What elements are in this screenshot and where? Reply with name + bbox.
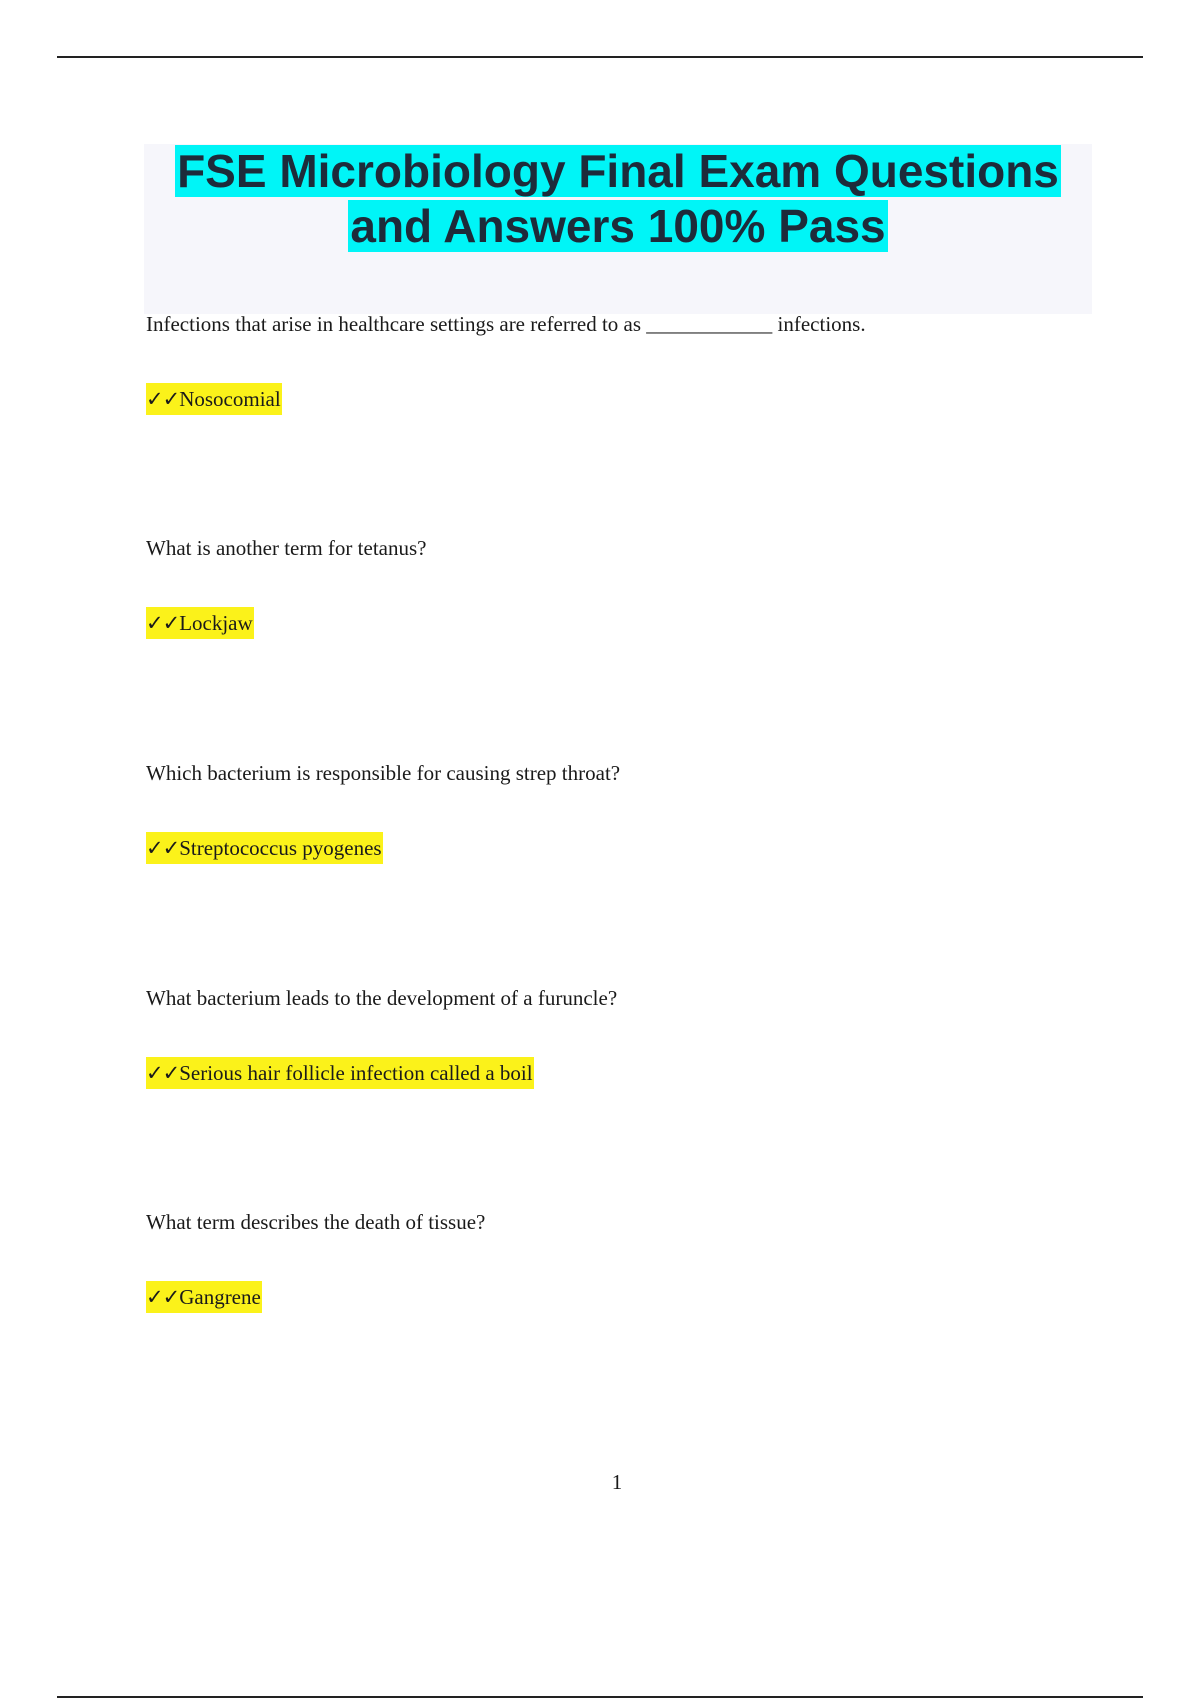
answer-text <box>146 832 383 864</box>
title-block <box>144 144 1092 314</box>
answer-highlight <box>146 1057 534 1089</box>
answer-text <box>146 1057 534 1089</box>
answer-value: Serious hair follicle infection called a boil <box>179 1061 533 1085</box>
double-check-icon: ✓✓ <box>146 611 180 635</box>
double-check-icon: ✓✓ <box>146 836 180 860</box>
question-text: What term describes the death of tissue? <box>146 1210 486 1234</box>
answer-value: Lockjaw <box>179 611 253 635</box>
answer-highlight <box>146 607 254 639</box>
question-text: What is another term for tetanus? <box>146 536 427 560</box>
answer-text <box>146 383 282 415</box>
double-check-icon: ✓✓ <box>146 1061 180 1085</box>
page-number: 1 <box>611 1470 623 1494</box>
answer-value: Nosocomial <box>179 387 281 411</box>
answer-highlight <box>146 832 383 864</box>
question-text: What bacterium leads to the development of a furuncle? <box>146 986 618 1010</box>
answer-value: Gangrene <box>179 1285 261 1309</box>
title-line-1: FSE Microbiology Final Exam Questions <box>177 145 1059 197</box>
answer-highlight <box>146 383 282 415</box>
document-title <box>144 144 1092 254</box>
question-text: Which bacterium is responsible for causing strep throat? <box>146 761 621 785</box>
answer-highlight <box>146 1281 262 1313</box>
double-check-icon: ✓✓ <box>146 387 180 411</box>
answer-text <box>146 1281 262 1313</box>
title-line-2: and Answers 100% Pass <box>350 200 886 252</box>
double-check-icon: ✓✓ <box>146 1285 180 1309</box>
top-rule <box>57 56 1143 58</box>
answer-value: Streptococcus pyogenes <box>179 836 382 860</box>
question-text: Infections that arise in healthcare settings are referred to as ____________ infections. <box>146 312 866 336</box>
answer-text <box>146 607 254 639</box>
bottom-rule <box>57 1696 1143 1698</box>
